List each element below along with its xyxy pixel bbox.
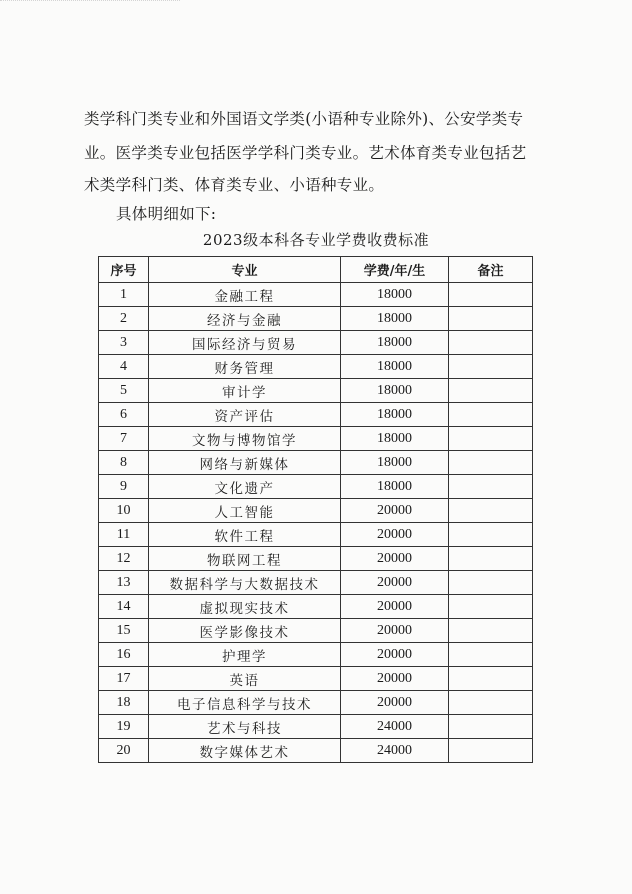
row-index-cell: 19 [99,715,149,739]
fee-table-body [99,283,533,763]
row-major-cell: 护理学 [149,643,341,667]
row-major-cell: 英语 [149,667,341,691]
row-fee-cell: 18000 [341,451,449,475]
header-major: 专业 [149,257,341,283]
row-fee-cell: 20000 [341,691,449,715]
row-note-cell [449,691,533,715]
row-fee-cell: 18000 [341,307,449,331]
row-fee-cell: 18000 [341,283,449,307]
row-index-cell: 8 [99,451,149,475]
row-major-cell: 电子信息科学与技术 [149,691,341,715]
row-note-cell [449,643,533,667]
row-note-cell [449,523,533,547]
row-note-cell [449,427,533,451]
row-major-cell: 软件工程 [149,523,341,547]
table-row [99,643,533,667]
row-index-cell: 18 [99,691,149,715]
intro-line-4: 具体明细如下: [116,205,217,223]
row-note-cell [449,379,533,403]
row-index-cell: 17 [99,667,149,691]
row-fee-cell: 24000 [341,739,449,763]
row-major-cell: 文物与博物馆学 [149,427,341,451]
row-major-cell: 物联网工程 [149,547,341,571]
table-row [99,499,533,523]
row-note-cell [449,715,533,739]
table-row [99,547,533,571]
table-row [99,619,533,643]
row-note-cell [449,403,533,427]
table-row [99,379,533,403]
table-header-row [99,257,533,283]
row-fee-cell: 20000 [341,595,449,619]
table-row [99,595,533,619]
table-row [99,451,533,475]
table-row [99,691,533,715]
row-fee-cell: 18000 [341,355,449,379]
header-note: 备注 [449,257,533,283]
intro-line-3: 术类学科门类、体育类专业、小语种专业。 [84,176,385,194]
row-major-cell: 艺术与科技 [149,715,341,739]
row-index-cell: 12 [99,547,149,571]
row-note-cell [449,595,533,619]
row-major-cell: 文化遗产 [149,475,341,499]
row-note-cell [449,355,533,379]
row-note-cell [449,475,533,499]
row-fee-cell: 20000 [341,667,449,691]
table-title: 2023级本科各专业学费收费标准 [202,231,430,249]
row-fee-cell: 18000 [341,475,449,499]
row-fee-cell: 18000 [341,427,449,451]
table-row [99,403,533,427]
table-row [99,715,533,739]
row-index-cell: 6 [99,403,149,427]
row-major-cell: 金融工程 [149,283,341,307]
row-note-cell [449,619,533,643]
row-fee-cell: 20000 [341,571,449,595]
row-fee-cell: 20000 [341,547,449,571]
row-major-cell: 审计学 [149,379,341,403]
header-index: 序号 [99,257,149,283]
row-index-cell: 20 [99,739,149,763]
row-fee-cell: 20000 [341,643,449,667]
header-fee: 学费/年/生 [341,257,449,283]
row-index-cell: 2 [99,307,149,331]
row-index-cell: 13 [99,571,149,595]
intro-line-2: 业。医学类专业包括医学学科门类专业。艺术体育类专业包括艺 [84,144,527,162]
table-row [99,427,533,451]
row-major-cell: 资产评估 [149,403,341,427]
row-note-cell [449,547,533,571]
row-note-cell [449,283,533,307]
table-row [99,667,533,691]
row-fee-cell: 18000 [341,403,449,427]
row-note-cell [449,571,533,595]
table-row [99,283,533,307]
table-row [99,571,533,595]
row-index-cell: 11 [99,523,149,547]
row-note-cell [449,451,533,475]
row-index-cell: 7 [99,427,149,451]
row-note-cell [449,307,533,331]
table-row [99,355,533,379]
row-major-cell: 人工智能 [149,499,341,523]
row-major-cell: 经济与金融 [149,307,341,331]
row-index-cell: 15 [99,619,149,643]
row-major-cell: 财务管理 [149,355,341,379]
table-row [99,523,533,547]
row-index-cell: 9 [99,475,149,499]
table-row [99,331,533,355]
row-major-cell: 数字媒体艺术 [149,739,341,763]
row-fee-cell: 20000 [341,523,449,547]
row-index-cell: 3 [99,331,149,355]
row-index-cell: 14 [99,595,149,619]
intro-line-1: 类学科门类专业和外国语文学类(小语种专业除外)、公安学类专 [84,110,524,128]
table-row [99,739,533,763]
row-major-cell: 医学影像技术 [149,619,341,643]
row-index-cell: 1 [99,283,149,307]
row-fee-cell: 18000 [341,331,449,355]
table-row [99,475,533,499]
fee-table [98,256,533,763]
row-note-cell [449,499,533,523]
table-row [99,307,533,331]
row-fee-cell: 20000 [341,499,449,523]
row-note-cell [449,739,533,763]
row-fee-cell: 18000 [341,379,449,403]
row-fee-cell: 20000 [341,619,449,643]
row-note-cell [449,667,533,691]
row-major-cell: 数据科学与大数据技术 [149,571,341,595]
scan-top-edge [0,0,180,9]
row-fee-cell: 24000 [341,715,449,739]
row-major-cell: 网络与新媒体 [149,451,341,475]
row-index-cell: 10 [99,499,149,523]
row-index-cell: 5 [99,379,149,403]
row-major-cell: 国际经济与贸易 [149,331,341,355]
row-major-cell: 虚拟现实技术 [149,595,341,619]
row-index-cell: 4 [99,355,149,379]
row-index-cell: 16 [99,643,149,667]
row-note-cell [449,331,533,355]
